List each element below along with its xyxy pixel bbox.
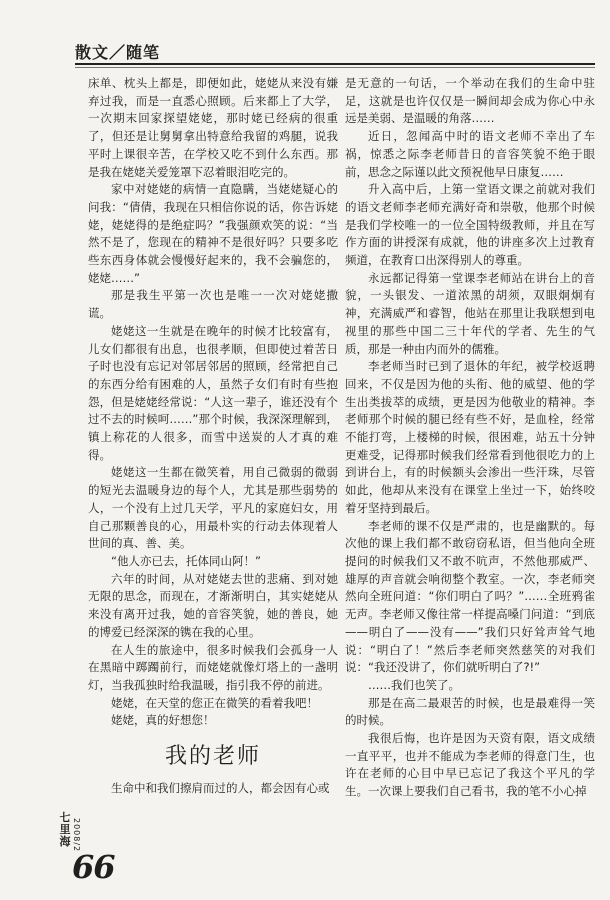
paragraph: 床单、枕头上都是，即便如此，姥姥从来没有嫌弃过我，而是一直悉心照顾。后来都上了大学，一次期末回家探望姥姥，那时姥已经病的很重了，但还是让舅舅拿出特意给我留的鸡腿，说我平时上课很辛苦，在学校又吃不到什么东西。那是我在姥姥关爱笼罩下忍着眼泪吃完的。 [88,76,338,179]
paragraph: 永远都记得第一堂课李老师站在讲台上的音貌，一头银发、一道浓黑的胡须，双眼炯炯有神，充满威严和睿智，他站在那里让我联想到电视里的那些中国二三十年代的学者、先生的气质，那是一种由内而外的儒雅。 [345,270,595,356]
quote: “他人亦已去，托体同山阿！” [111,553,261,568]
left-column [88,75,338,835]
header-rule-thin [75,67,595,68]
issue-number: 2008/2 [72,818,81,853]
paragraph: 近日，忽闻高中时的语文老师不幸出了车祸，惊悉之际李老师昔日的音容笑貌不绝于眼前，思念之际谨以此文预祝他早日康复…… [345,129,595,179]
article-title: 我的老师 [164,744,261,770]
paragraph: 在人生的旅途中，很多时候我们会孤身一人在黑暗中踯躅前行，而姥姥就像灯塔上的一盏明灯，当我孤独时给我温暖，指引我不停的前进。 [88,642,338,692]
header-rule [75,63,595,65]
paragraph: 升入高中后，上第一堂语文课之前就对我们的语文老师李老师充满好奇和崇敬，他那个时候是我们学校唯一的一位全国特级教师，并且在写作方面的讲授深有成就，他的讲座多次上过教育频道，在教育口出深得别人的尊重。 [345,182,595,268]
magazine-name: 七里海 [59,811,71,848]
page-number: 66 [72,848,115,886]
closing-line: 姥姥，在天堂的您正在微笑的看着我吧！ [111,695,318,710]
section-title: 散文／随笔 [75,43,161,62]
paragraph: 是无意的一句话，一个举动在我们的生命中驻足，这就是也许仅仅是一瞬间却会成为你心中永远是美弱、是温暖的角落…… [345,76,595,126]
paragraph: 姥姥这一生都在微笑着，用自己微弱的微弱的短光去温暖身边的每个人，尤其是那些弱势的人，一个没有上过几天学，平凡的家庭妇女，用自己那颗善良的心，用最朴实的行动去体现着人世间的真、善、美。 [88,465,338,551]
paragraph: 六年的时间，从对姥姥去世的悲痛、到对她无限的思念，而现在，才渐渐明白，其实姥姥从来没有离开过我，她的音容笑貌，她的善良，她的博爱已经深深的镌在我的心里。 [88,571,338,639]
paragraph: 那是我生平第一次也是唯一一次对姥姥撒谎。 [88,288,338,321]
paragraph: ……我们也笑了。 [368,677,460,692]
paragraph: 李老师的课不仅是严肃的，也是幽默的。每次他的课上我们都不敢窃窃私语，但当他向全班提问的时候我们又不敢不吭声，不然他那威严、雄厚的声音就会响彻整个教室。一次，李老师突然向全班问道：“你们明白了吗？”……全班鸦雀无声。李老师又像往常一样提高嗓门问道：“到底——明白了——没有——”我们只好耸声耸气地说：“明白了！”然后李老师突然慈笑的对我们说：“我还没讲了，你们就听明白了?!” [345,518,595,675]
paragraph: 家中对姥姥的病情一直隐瞒，当姥姥疑心的问我：“倩倩，我现在只相信你说的话，你告诉姥姥，姥姥得的是绝症吗？”我强颜欢笑的说：“当然不是了，您现在的精神不是很好吗？只要多吃些东西身体就会慢慢好起来的，我不会骗您的，姥姥……” [88,182,338,285]
closing-line: 姥姥，真的好想您！ [111,713,215,728]
paragraph: 我很后悔，也许是因为天资有限，语文成绩一直平平，也并不能成为李老师的得意门生，也许在老师的心目中早已忘记了我这个平凡的学生。一次课上要我们自己看书，我的笔不小心掉 [345,731,595,799]
right-column [345,75,595,875]
paragraph: 那是在高二最艰苦的时候，也是最难得一笑的时候。 [345,695,595,728]
article-intro: 生命中和我们擦肩而过的人，都会因有心或 [111,780,330,795]
paragraph: 李老师当时已到了退休的年纪，被学校返聘回来，不仅是因为他的头衔、他的威望、他的学生出类拔萃的成绩，更是因为他敬业的精神。李老师那个时候的腿已经有些不好，是血栓，经常不能打弯，上楼梯的时候，很困难，站五十分钟更难受，记得那时候我们经常看到他很吃力的上到讲台上，有的时候额头会渗出一些汗珠，尽管如此，他却从来没有在课堂上坐过一下，始终咬着牙坚持到最后。 [345,359,595,515]
page-header [75,40,595,66]
paragraph: 姥姥这一生就是在晚年的时候才比较富有，儿女们都很有出息，也很孝顺，但即使过着苦日子时也没有忘记对邻居邻居的照顾，经常把自己的东西分给有困难的人，虽然子女们有时有些抱怨，但是姥姥经常说：“人这一辈子，谁还没有个过不去的时候呵……”那个时候，我深深理解到，镇上称花的人很多，而雪中送炭的人才真的难得。 [88,323,338,462]
